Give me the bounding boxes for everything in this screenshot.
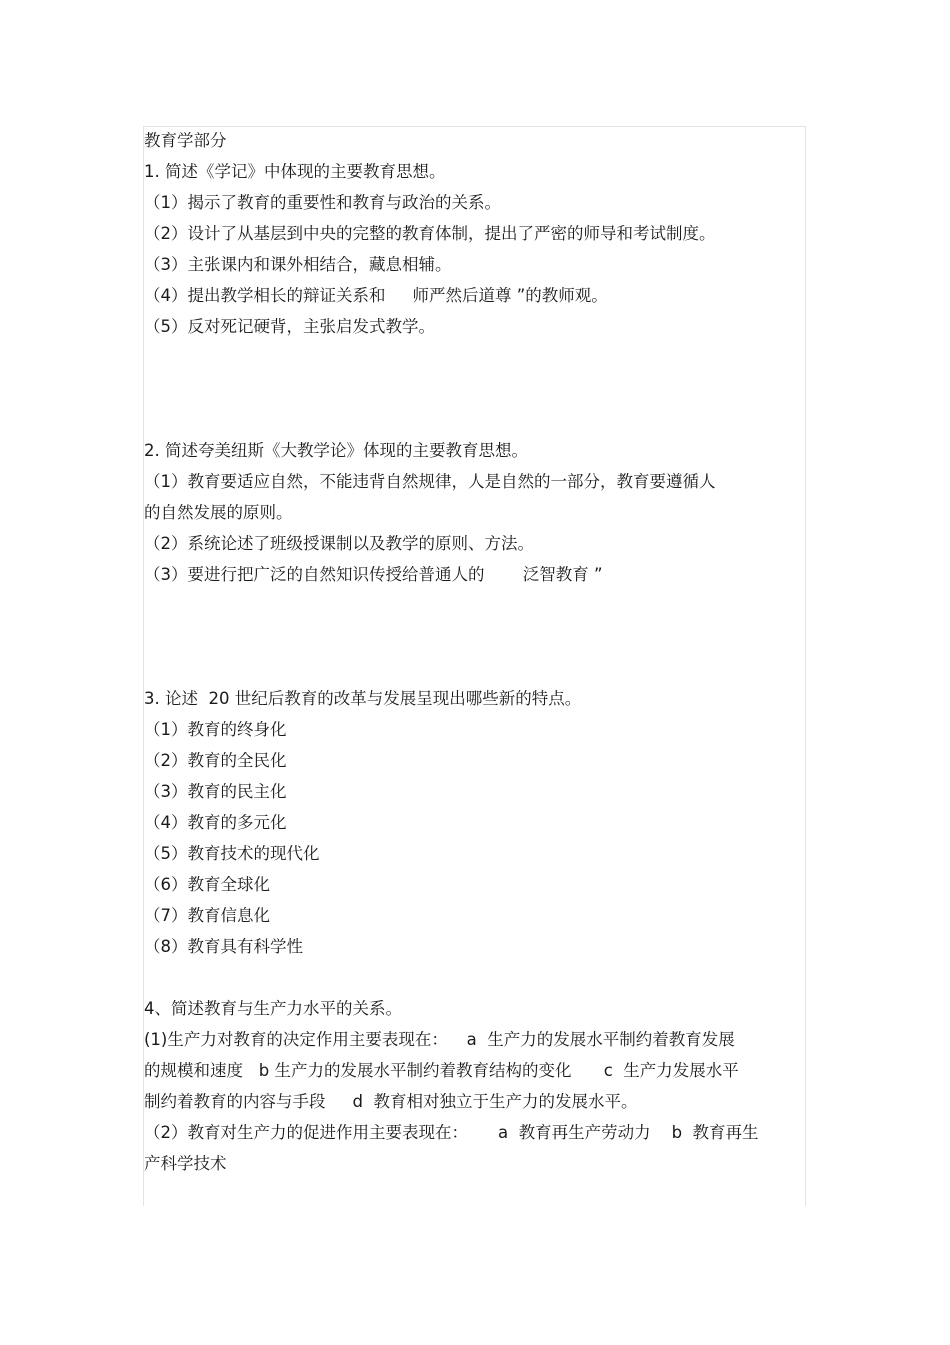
list-item: （7）教育信息化 [144, 906, 270, 925]
list-item: 产科学技术 [144, 1154, 227, 1173]
section-heading: 2. 简述夸美纽斯《大教学论》体现的主要教育思想。 [144, 441, 528, 460]
list-item: 制约着教育的内容与手段 d 教育相对独立于生产力的发展水平。 [144, 1092, 638, 1111]
document-body [144, 125, 804, 1179]
list-item: （2）系统论述了班级授课制以及教学的原则、方法。 [144, 534, 534, 553]
section-heading: 3. 论述 20 世纪后教育的改革与发展呈现出哪些新的特点。 [144, 689, 582, 708]
section-heading: 1. 简述《学记》中体现的主要教育思想。 [144, 162, 446, 181]
list-item: （2）设计了从基层到中央的完整的教育体制，提出了严密的师导和考试制度。 [144, 224, 716, 243]
list-item: 的自然发展的原则。 [144, 503, 293, 522]
spacer [144, 590, 804, 683]
document-title: 教育学部分 [144, 131, 227, 150]
list-item: （4）提出教学相长的辩证关系和 师严然后道尊 ”的教师观。 [144, 286, 608, 305]
spacer [144, 342, 804, 435]
list-item: （3）主张课内和课外相结合，藏息相辅。 [144, 255, 452, 274]
section-4 [144, 993, 804, 1179]
list-item: （1）教育要适应自然，不能违背自然规律，人是自然的一部分，教育要遵循人 [144, 472, 716, 491]
list-item: 的规模和速度 b 生产力的发展水平制约着教育结构的变化 c 生产力发展水平 [144, 1061, 739, 1080]
list-item: （6）教育全球化 [144, 875, 270, 894]
list-item: （1）揭示了教育的重要性和教育与政治的关系。 [144, 193, 501, 212]
list-item: （3）教育的民主化 [144, 782, 287, 801]
list-item: （2）教育的全民化 [144, 751, 287, 770]
list-item: (1)生产力对教育的决定作用主要表现在： a 生产力的发展水平制约着教育发展 [144, 1030, 735, 1049]
section-3 [144, 683, 804, 962]
section-1 [144, 156, 804, 342]
list-item: （3）要进行把广泛的自然知识传授给普通人的 泛智教育 ” [144, 565, 603, 584]
list-item: （5）反对死记硬背，主张启发式教学。 [144, 317, 435, 336]
section-heading: 4、简述教育与生产力水平的关系。 [144, 999, 402, 1018]
spacer [144, 962, 804, 993]
list-item: （4）教育的多元化 [144, 813, 287, 832]
list-item: （5）教育技术的现代化 [144, 844, 320, 863]
section-2 [144, 435, 804, 590]
list-item: （1）教育的终身化 [144, 720, 287, 739]
list-item: （8）教育具有科学性 [144, 937, 303, 956]
list-item: （2）教育对生产力的促进作用主要表现在： a 教育再生产劳动力 b 教育再生 [144, 1123, 759, 1142]
